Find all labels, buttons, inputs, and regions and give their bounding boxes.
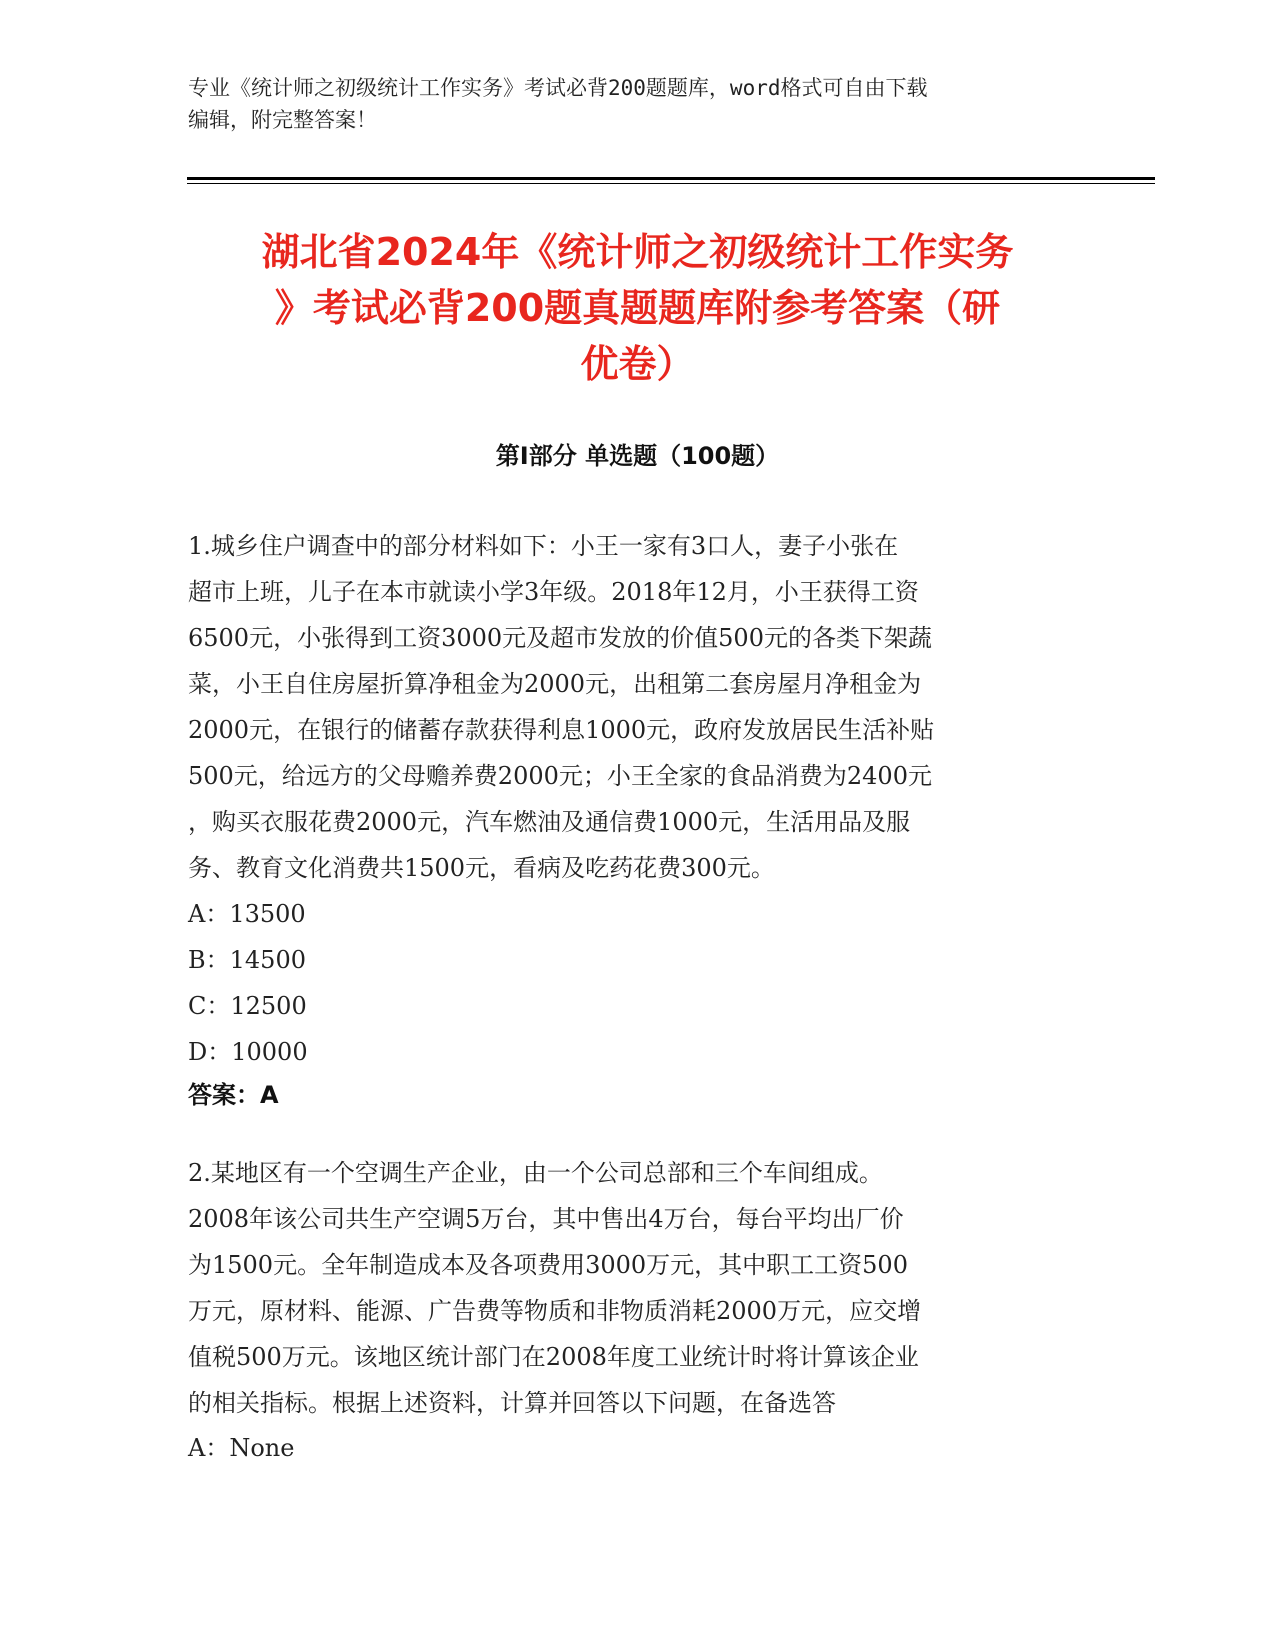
question-line: 为1500元。全年制造成本及各项费用3000万元，其中职工工资500 [188,1251,908,1279]
question-line: 超市上班，儿子在本市就读小学3年级。2018年12月，小王获得工资 [188,578,919,606]
title-line: 》考试必背200题真题题库附参考答案（研 [274,286,1001,330]
option-d: D：10000 [188,1038,308,1066]
question-line: ，购买衣服花费2000元，汽车燃油及通信费1000元，生活用品及服 [188,808,911,836]
question-line: 2008年该公司共生产空调5万台，其中售出4万台，每台平均出厂价 [188,1205,904,1233]
option-a: A：13500 [188,900,306,928]
question-line: 务、教育文化消费共1500元，看病及吃药花费300元。 [188,854,775,882]
header-note-line: 编辑，附完整答案！ [188,108,377,132]
question-line: 菜，小王自住房屋折算净租金为2000元，出租第二套房屋月净租金为 [188,670,922,698]
option-c: C：12500 [188,992,307,1020]
question-line: 值税500万元。该地区统计部门在2008年度工业统计时将计算该企业 [188,1343,919,1371]
header-note-line: 专业《统计师之初级统计工作实务》考试必背200题题库，word格式可自由下载 [188,76,928,100]
header-divider-thin [187,183,1155,184]
question-1-stem [188,523,1088,891]
question-line: 6500元，小张得到工资3000元及超市发放的价值500元的各类下架蔬 [188,624,932,652]
question-line: 2.某地区有一个空调生产企业，由一个公司总部和三个车间组成。 [188,1159,883,1187]
question-2-stem [188,1150,1088,1426]
question-line: 的相关指标。根据上述资料，计算并回答以下问题，在备选答 [188,1389,836,1417]
question-line: 500元，给远方的父母赡养费2000元；小王全家的食品消费为2400元 [188,762,932,790]
question-1-options [188,891,788,1075]
option-b: B：14500 [188,946,306,974]
question-line: 2000元，在银行的储蓄存款获得利息1000元，政府发放居民生活补贴 [188,716,935,744]
document-title [180,224,1095,392]
header-divider-thick [187,177,1155,180]
question-line: 万元，原材料、能源、广告费等物质和非物质消耗2000万元，应交增 [188,1297,922,1325]
question-2-options [188,1425,788,1471]
title-line: 优卷） [580,342,695,386]
header-note [188,72,1088,136]
question-line: 1.城乡住户调查中的部分材料如下：小王一家有3口人，妻子小张在 [188,532,899,560]
question-1-answer: 答案：A [188,1081,279,1109]
section-heading: 第Ⅰ部分 单选题（100题） [495,442,780,470]
option-a: A：None [188,1434,295,1462]
title-line: 湖北省2024年《统计师之初级统计工作实务 [261,230,1014,274]
